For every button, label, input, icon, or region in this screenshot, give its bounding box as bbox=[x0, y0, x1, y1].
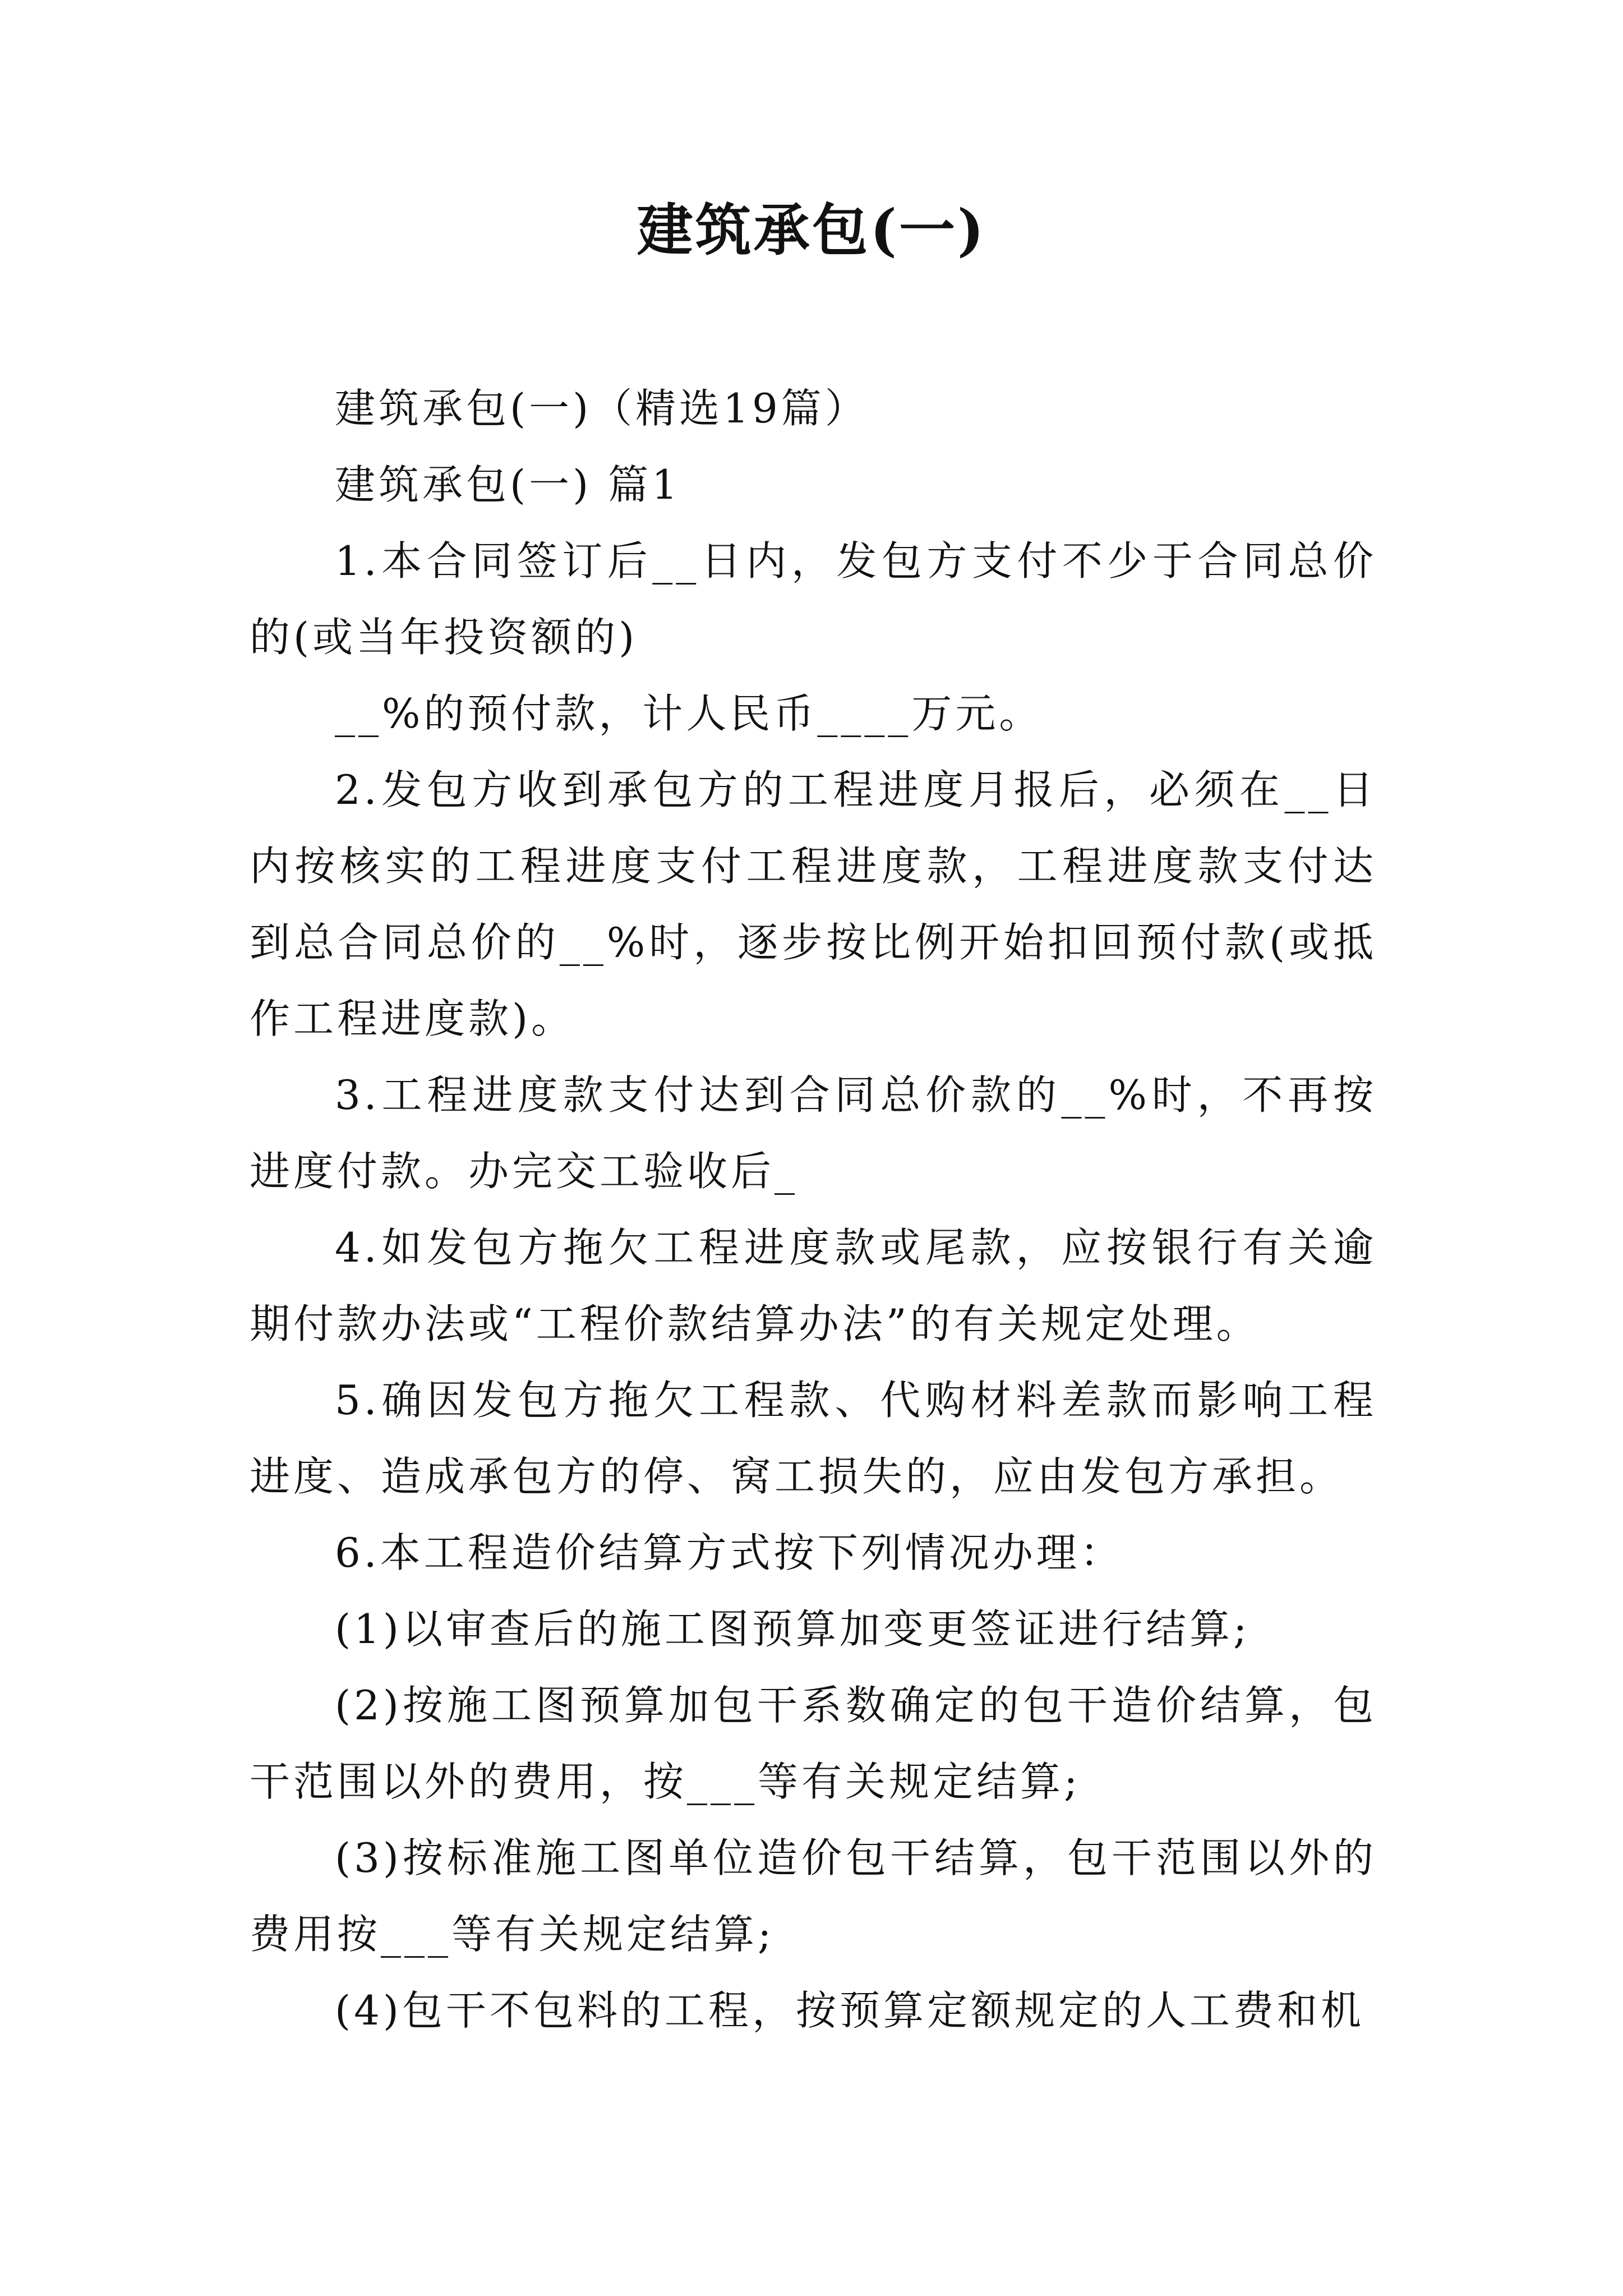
paragraph-clause-5: 5.确因发包方拖欠工程款、代购材料差款而影响工程进度、造成承包方的停、窝工损失的，应由发包方承担。 bbox=[250, 1377, 1377, 1500]
paragraph-clause-3: 3.工程进度款支付达到合同总价款的__%时，不再按进度付款。办完交工验收后_ bbox=[250, 1071, 1377, 1195]
document-title: 建筑承包(一) bbox=[637, 197, 986, 263]
paragraph-clause-6-item-2: (2)按施工图预算加包干系数确定的包干造价结算，包干范围以外的费用，按___等有关规定结算; bbox=[250, 1682, 1377, 1805]
paragraph-clause-6-item-4: (4)包干不包料的工程，按预算定额规定的人工费和机 bbox=[335, 1987, 1364, 2034]
paragraph-subtitle: 建筑承包(一)（精选19篇） bbox=[335, 385, 869, 432]
paragraph-clause-4: 4.如发包方拖欠工程进度款或尾款，应按银行有关逾期付款办法或“工程价款结算办法”的有关规定处理。 bbox=[250, 1224, 1377, 1347]
paragraph-clause-2: 2.发包方收到承包方的工程进度月报后，必须在__日内按核实的工程进度支付工程进度款，工程进度款支付达到总合同总价的__%时，逐步按比例开始扣回预付款(或抵作工程进度款)。 bbox=[250, 766, 1377, 1042]
paragraph-clause-6-item-1: (1)以审查后的施工图预算加变更签证进行结算; bbox=[335, 1605, 1251, 1653]
paragraph-clause-1-continued: __%的预付款，计人民币____万元。 bbox=[335, 690, 1043, 737]
paragraph-section-heading: 建筑承包(一) 篇1 bbox=[335, 461, 681, 508]
paragraph-clause-1: 1.本合同签订后__日内，发包方支付不少于合同总价的(或当年投资额的) bbox=[250, 537, 1377, 661]
document-body bbox=[250, 370, 1377, 2049]
paragraph-clause-6-item-3: (3)按标准施工图单位造价包干结算，包干范围以外的费用按___等有关规定结算; bbox=[250, 1834, 1377, 1958]
paragraph-clause-6: 6.本工程造价结算方式按下列情况办理： bbox=[335, 1529, 1124, 1576]
